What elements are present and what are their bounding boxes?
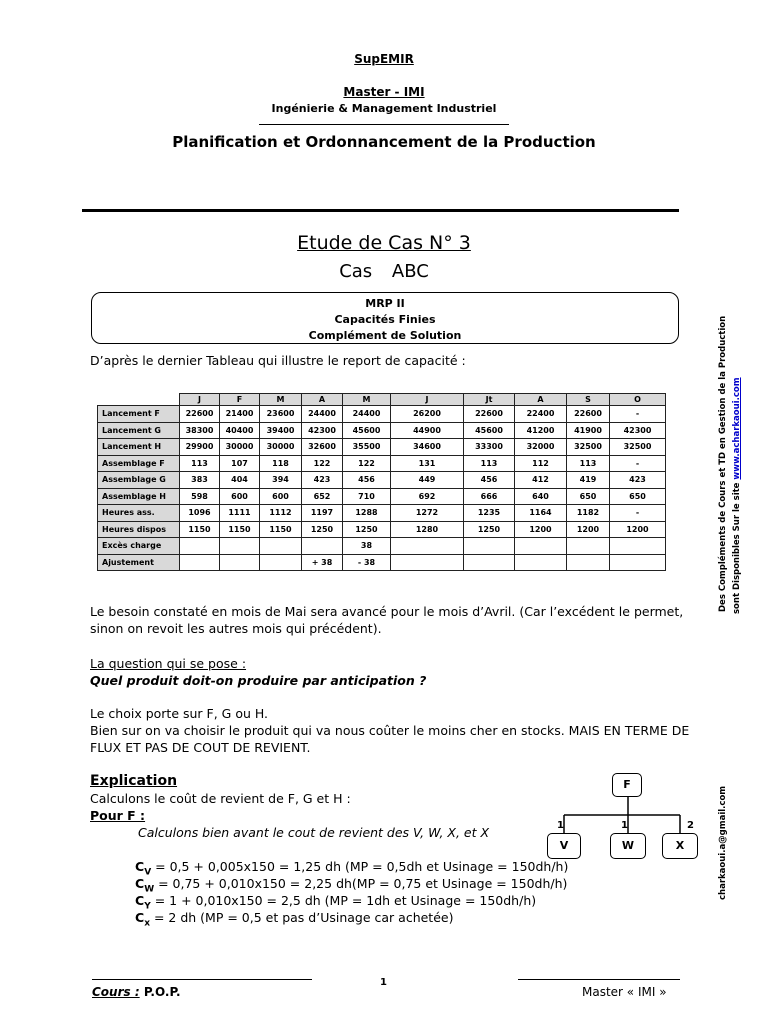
month-header: J xyxy=(391,394,464,406)
formula-subscript: Y xyxy=(144,901,151,912)
row-label: Assemblage G xyxy=(98,472,180,489)
table-cell: 32500 xyxy=(610,439,666,456)
row-label: Heures dispos xyxy=(98,521,180,538)
table-cell: 23600 xyxy=(260,406,302,423)
month-header: J xyxy=(180,394,220,406)
table-cell: 412 xyxy=(515,472,567,489)
table-cell: 107 xyxy=(220,455,260,472)
department-title: Ingénierie & Management Industriel xyxy=(271,102,497,115)
node-x: X xyxy=(662,833,698,859)
footer-right: Master « IMI » xyxy=(582,985,667,999)
table-cell: 113 xyxy=(180,455,220,472)
table-cell: - 38 xyxy=(343,554,391,571)
table-cell xyxy=(302,538,343,555)
table-cell: 598 xyxy=(180,488,220,505)
table-cell: 30000 xyxy=(260,439,302,456)
table-cell: 33300 xyxy=(464,439,515,456)
table-cell: 423 xyxy=(610,472,666,489)
footer-course-value: P.O.P. xyxy=(139,985,181,999)
footer-divider-right xyxy=(518,979,680,980)
formula-text: = 1 + 0,010x150 = 2,5 dh (MP = 1dh et Usinage = 150dh/h) xyxy=(150,893,537,908)
table-cell: 1164 xyxy=(515,505,567,522)
table-cell: 1288 xyxy=(343,505,391,522)
side-email: charkaoui.a@gmail.com xyxy=(718,785,728,900)
choice-line-3: FLUX ET PAS DE COUT DE REVIENT. xyxy=(90,740,311,755)
box-line-1: MRP II xyxy=(365,297,405,310)
row-label: Lancement G xyxy=(98,422,180,439)
table-cell xyxy=(220,554,260,571)
table-cell xyxy=(260,554,302,571)
table-cell: 1182 xyxy=(567,505,610,522)
table-cell xyxy=(610,538,666,555)
page-number: 1 xyxy=(380,977,387,988)
table-cell: 45600 xyxy=(464,422,515,439)
table-header-row xyxy=(98,394,666,406)
table-cell: 32500 xyxy=(567,439,610,456)
table-cell xyxy=(464,554,515,571)
choice-line-1: Le choix porte sur F, G ou H. xyxy=(90,706,269,721)
table-cell: - xyxy=(610,505,666,522)
table-cell: 24400 xyxy=(302,406,343,423)
course-title: Planification et Ordonnancement de la Production xyxy=(172,133,596,151)
table-row xyxy=(98,538,666,555)
table-cell: 1235 xyxy=(464,505,515,522)
table-cell: 1280 xyxy=(391,521,464,538)
table-row xyxy=(98,406,666,423)
master-title: Master - IMI xyxy=(343,85,425,99)
table-row xyxy=(98,455,666,472)
table-row xyxy=(98,505,666,522)
table-row xyxy=(98,422,666,439)
table-row xyxy=(98,472,666,489)
month-header: A xyxy=(302,394,343,406)
table-cell: 1096 xyxy=(180,505,220,522)
side-text-line-1: Des Compléments de Cours et TD en Gestion de la Production xyxy=(718,315,728,612)
table-cell xyxy=(220,538,260,555)
table-row xyxy=(98,521,666,538)
qty-w: 1 xyxy=(621,820,628,831)
table-cell: 44900 xyxy=(391,422,464,439)
table-cell: 652 xyxy=(302,488,343,505)
table-cell: 456 xyxy=(343,472,391,489)
formula-text: = 0,5 + 0,005x150 = 1,25 dh (MP = 0,5dh et Usinage = 150dh/h) xyxy=(151,859,569,874)
table-cell: 456 xyxy=(464,472,515,489)
table-cell: 650 xyxy=(610,488,666,505)
row-label: Lancement F xyxy=(98,406,180,423)
question-label: La question qui se pose : xyxy=(90,656,247,671)
table-cell: 394 xyxy=(260,472,302,489)
table-cell: 113 xyxy=(567,455,610,472)
formula-symbol: C xyxy=(135,876,145,891)
formula-symbol: C xyxy=(135,910,145,925)
table-cell: 1272 xyxy=(391,505,464,522)
table-cell: 1250 xyxy=(302,521,343,538)
table-cell: 45600 xyxy=(343,422,391,439)
question-text: Quel produit doit-on produire par anticipation ? xyxy=(90,673,427,688)
table-cell: 41900 xyxy=(567,422,610,439)
table-cell: 600 xyxy=(220,488,260,505)
paragraph-1-line-2: sinon on revoit les autres mois qui précédent). xyxy=(90,621,382,636)
node-w: W xyxy=(610,833,646,859)
table-cell: 29900 xyxy=(180,439,220,456)
table-cell: 1200 xyxy=(515,521,567,538)
choice-line-2: Bien sur on va choisir le produit qui va nous coûter le moins cher en stocks. MAIS EN TERME DE xyxy=(90,723,690,738)
box-line-3: Complément de Solution xyxy=(308,329,462,342)
row-label: Ajustement xyxy=(98,554,180,571)
table-row xyxy=(98,554,666,571)
table-cell: 32600 xyxy=(302,439,343,456)
table-cell: + 38 xyxy=(302,554,343,571)
qty-x: 2 xyxy=(687,820,694,831)
paragraph-1-line-1: Le besoin constaté en mois de Mai sera avancé pour le mois d’Avril. (Car l’excédent le permet, xyxy=(90,604,684,619)
case-title: Etude de Cas N° 3 xyxy=(297,232,471,254)
table-cell: 692 xyxy=(391,488,464,505)
table-cell: 35500 xyxy=(343,439,391,456)
table-cell: 22600 xyxy=(464,406,515,423)
capacity-table xyxy=(97,393,666,571)
row-label: Lancement H xyxy=(98,439,180,456)
table-cell: 24400 xyxy=(343,406,391,423)
table-cell: 40400 xyxy=(220,422,260,439)
table-cell: 640 xyxy=(515,488,567,505)
row-label: Heures ass. xyxy=(98,505,180,522)
explanation-italic: Calculons bien avant le cout de revient des V, W, X, et X xyxy=(138,825,490,840)
table-cell: 30000 xyxy=(220,439,260,456)
table-cell xyxy=(610,554,666,571)
table-cell xyxy=(464,538,515,555)
case-subtitle: Cas ABC xyxy=(339,261,429,282)
table-cell: 131 xyxy=(391,455,464,472)
thick-divider xyxy=(82,209,679,212)
side-text-line-2 xyxy=(732,377,742,614)
table-cell: 1150 xyxy=(180,521,220,538)
table-cell: 1197 xyxy=(302,505,343,522)
table-cell: 32000 xyxy=(515,439,567,456)
paragraph-1 xyxy=(90,603,690,637)
pour-f-label: Pour F : xyxy=(90,808,146,823)
table-cell: - xyxy=(610,406,666,423)
table-cell: 22400 xyxy=(515,406,567,423)
table-cell: 21400 xyxy=(220,406,260,423)
table-cell xyxy=(391,538,464,555)
explanation-block xyxy=(90,773,510,841)
qty-v: 1 xyxy=(557,820,564,831)
table-cell: 1250 xyxy=(343,521,391,538)
month-header: M xyxy=(260,394,302,406)
table-cell: 383 xyxy=(180,472,220,489)
table-cell: 1250 xyxy=(464,521,515,538)
row-label: Assemblage H xyxy=(98,488,180,505)
website-link[interactable]: www.acharkaoui.com xyxy=(732,377,742,480)
table-cell: 710 xyxy=(343,488,391,505)
month-header: M xyxy=(343,394,391,406)
formula-symbol: C xyxy=(135,893,145,908)
month-header: A xyxy=(515,394,567,406)
table-cell: 1112 xyxy=(260,505,302,522)
table-cell: 26200 xyxy=(391,406,464,423)
table-cell: 112 xyxy=(515,455,567,472)
table-cell: 1150 xyxy=(220,521,260,538)
header-divider xyxy=(259,124,509,125)
row-label: Assemblage F xyxy=(98,455,180,472)
formula-subscript: x xyxy=(144,918,150,929)
table-row xyxy=(98,439,666,456)
node-f: F xyxy=(612,773,642,797)
table-cell: 34600 xyxy=(391,439,464,456)
table-cell xyxy=(260,538,302,555)
table-cell: 419 xyxy=(567,472,610,489)
table-cell: 449 xyxy=(391,472,464,489)
explanation-line: Calculons le coût de revient de F, G et H : xyxy=(90,791,351,806)
explanation-heading: Explication xyxy=(90,773,178,789)
choice-block xyxy=(90,705,690,756)
month-header: Jt xyxy=(464,394,515,406)
table-cell: 38 xyxy=(343,538,391,555)
table-cell: 113 xyxy=(464,455,515,472)
table-cell: 423 xyxy=(302,472,343,489)
school-name: SupEMIR xyxy=(354,52,414,66)
table-cell xyxy=(567,554,610,571)
table-cell: 42300 xyxy=(302,422,343,439)
table-cell: 666 xyxy=(464,488,515,505)
table-cell: 22600 xyxy=(180,406,220,423)
table-corner xyxy=(98,394,180,406)
footer-divider-left xyxy=(92,979,312,980)
row-label: Excès charge xyxy=(98,538,180,555)
footer-course-label: Cours : xyxy=(92,985,140,999)
formula-cx xyxy=(135,909,453,933)
table-cell xyxy=(391,554,464,571)
node-v: V xyxy=(547,833,581,859)
table-cell: 404 xyxy=(220,472,260,489)
formula-symbol: C xyxy=(135,859,145,874)
intro-text: D’après le dernier Tableau qui illustre le report de capacité : xyxy=(90,353,466,368)
month-header: S xyxy=(567,394,610,406)
formula-subscript: W xyxy=(144,884,155,895)
table-cell: 1150 xyxy=(260,521,302,538)
table-cell: 42300 xyxy=(610,422,666,439)
table-cell: 1200 xyxy=(610,521,666,538)
table-cell: 600 xyxy=(260,488,302,505)
month-header: O xyxy=(610,394,666,406)
table-cell: 38300 xyxy=(180,422,220,439)
table-cell: 39400 xyxy=(260,422,302,439)
table-cell xyxy=(515,538,567,555)
table-cell: 650 xyxy=(567,488,610,505)
table-cell xyxy=(180,554,220,571)
footer-course xyxy=(92,985,181,999)
box-line-2: Capacités Finies xyxy=(334,313,436,326)
table-cell xyxy=(567,538,610,555)
table-cell: 1111 xyxy=(220,505,260,522)
question-block xyxy=(90,655,690,689)
formula-subscript: V xyxy=(144,867,152,878)
table-cell: 1200 xyxy=(567,521,610,538)
table-cell: - xyxy=(610,455,666,472)
mrp-info-box xyxy=(91,292,679,344)
side-text-prefix: sont Disponibles Sur le site xyxy=(732,479,742,614)
table-cell: 122 xyxy=(343,455,391,472)
table-cell: 122 xyxy=(302,455,343,472)
table-cell xyxy=(180,538,220,555)
formula-text: = 2 dh (MP = 0,5 et pas d’Usinage car achetée) xyxy=(150,910,454,925)
month-header: F xyxy=(220,394,260,406)
table-cell: 22600 xyxy=(567,406,610,423)
table-row xyxy=(98,488,666,505)
table-cell xyxy=(515,554,567,571)
table-cell: 118 xyxy=(260,455,302,472)
table-cell: 41200 xyxy=(515,422,567,439)
formula-text: = 0,75 + 0,010x150 = 2,25 dh(MP = 0,75 et Usinage = 150dh/h) xyxy=(154,876,568,891)
